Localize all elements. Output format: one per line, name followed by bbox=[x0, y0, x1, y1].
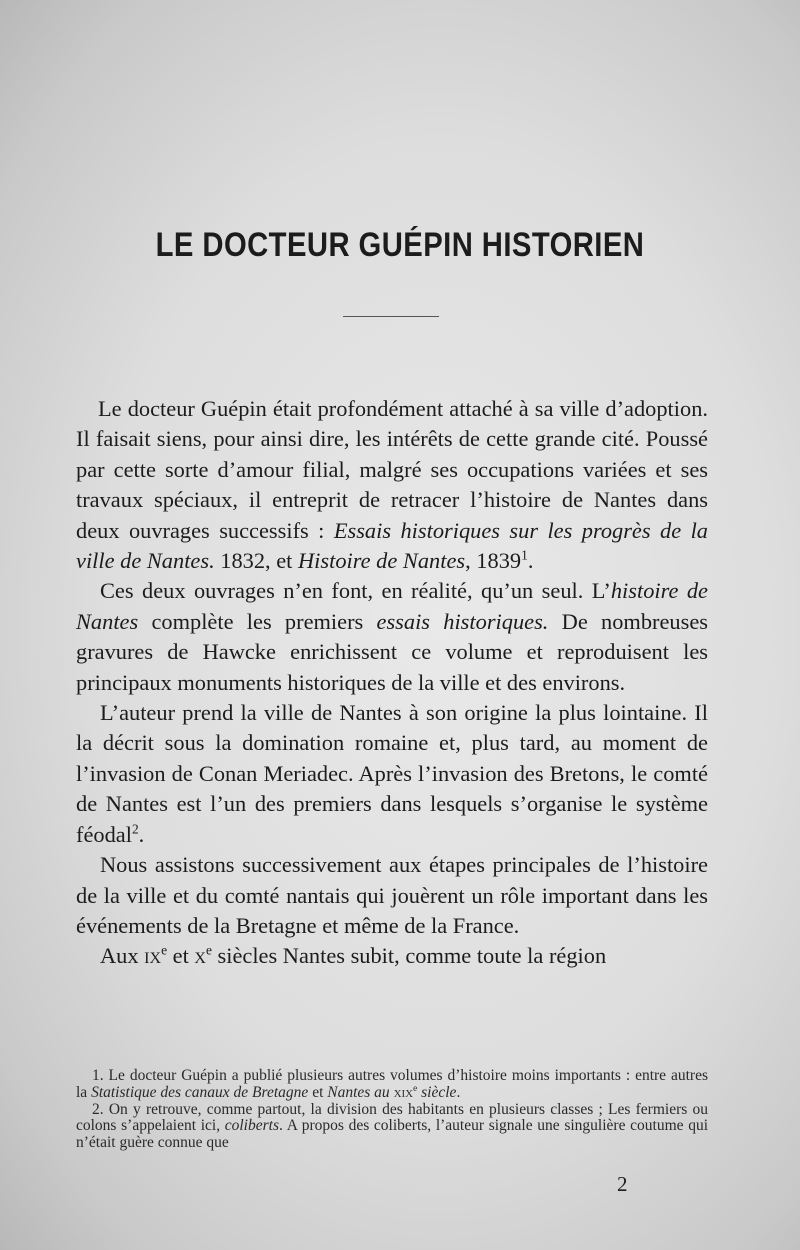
footnote-1-text: 1. Le docteur Guépin a publié plusieurs autres volumes d’histoire moins importants : entre autres la bbox=[76, 1067, 708, 1101]
footnote-2-text: 2. On y retrouve, comme partout, la division des habitants en plusieurs classes ; Les fermiers ou colons s’appelaient ici, bbox=[76, 1100, 708, 1135]
page-number: 2 bbox=[617, 1172, 628, 1196]
body-text bbox=[76, 394, 708, 972]
paragraph-3 bbox=[76, 698, 708, 850]
paragraph-5-text-2: et bbox=[167, 943, 195, 969]
century-xix-suffix: e bbox=[413, 1083, 418, 1094]
paragraph-1-title-italic-2: Histoire de Nantes bbox=[298, 548, 466, 574]
century-x: x bbox=[194, 943, 206, 969]
footnote-1-text-3: . bbox=[456, 1083, 461, 1101]
footnote-ref-1: 1 bbox=[521, 547, 528, 563]
century-ix-suffix: e bbox=[161, 942, 168, 958]
paragraph-1-text-4: . bbox=[527, 548, 534, 574]
paragraph-5 bbox=[76, 941, 708, 971]
footnote-1-italic-3: siècle bbox=[417, 1083, 457, 1101]
footnote-1-italic: Statistique des canaux de Bretagne bbox=[91, 1083, 309, 1101]
paragraph-2-text: Ces deux ouvrages n’en font, en réalité, qu’un seul. L’ bbox=[100, 578, 611, 604]
title-rule bbox=[343, 316, 439, 317]
paragraph-1-title-italic: Essais historiques sur les progrès de la ville de Nantes. bbox=[76, 517, 708, 574]
paragraph-2-text-3: De nombreuses gravures de Hawcke enrichissent ce volume et reproduisent les principaux monuments historiques de la ville et des environs. bbox=[76, 608, 708, 695]
footnote-ref-2: 2 bbox=[131, 821, 139, 837]
paragraph-2-text-2: complète les premiers bbox=[138, 608, 377, 634]
paragraph-3-text-2: . bbox=[138, 821, 145, 847]
paragraph-5-text-3: siècles Nantes subit, comme toute la région bbox=[211, 943, 607, 969]
footnote-1-text-2: et bbox=[308, 1083, 328, 1101]
century-xix: xix bbox=[393, 1083, 414, 1101]
paragraph-5-text: Aux bbox=[100, 943, 145, 969]
footnote-2-text-2: . A propos des coliberts, l’auteur signale une singulière coutume qui n’était guère connue que bbox=[76, 1117, 708, 1152]
paragraph-2-italic-2: essais historiques. bbox=[376, 608, 549, 634]
chapter-title: LE DOCTEUR GUÉPIN HISTORIEN bbox=[155, 226, 645, 264]
paragraph-4: Nous assistons successivement aux étapes principales de l’histoire de la ville et du comté nantais qui jouèrent un rôle important dans les événements de la Bretagne et même de la France. bbox=[76, 852, 708, 938]
paragraph-1-text-3: , 1839 bbox=[465, 548, 522, 574]
footnotes bbox=[76, 1068, 708, 1152]
paragraph-1-text: Le docteur Guépin était profondément attaché à sa ville d’adoption. Il faisait siens, pour ainsi dire, les intérêts de cette grande cité. Poussé par cette sorte d’amour filial, malgré ses occupations variées et ses travaux spéciaux, il entreprit de retracer l’histoire de Nantes dans deux ouvrages successifs : bbox=[76, 396, 708, 543]
century-ix: ix bbox=[144, 943, 162, 969]
paragraph-1 bbox=[76, 394, 708, 576]
paragraph-3-text: L’auteur prend la ville de Nantes à son origine la plus lointaine. Il la décrit sous la domination romaine et, plus tard, au moment de l’invasion de Conan Meriadec. Après l’invasion des Bretons, le comté de Nantes est l’un des premiers dans lesquels s’organise le système féodal bbox=[76, 700, 708, 847]
century-x-suffix: e bbox=[205, 942, 212, 958]
paragraph-1-text-2: 1832, et bbox=[214, 548, 299, 574]
footnote-2 bbox=[76, 1102, 708, 1152]
paragraph-2 bbox=[76, 576, 708, 698]
paragraph-2-italic: histoire de Nantes bbox=[76, 578, 708, 634]
footnote-1-italic-2: Nantes au bbox=[327, 1083, 394, 1101]
footnote-2-italic: coliberts bbox=[224, 1117, 279, 1135]
footnote-1 bbox=[76, 1068, 708, 1102]
